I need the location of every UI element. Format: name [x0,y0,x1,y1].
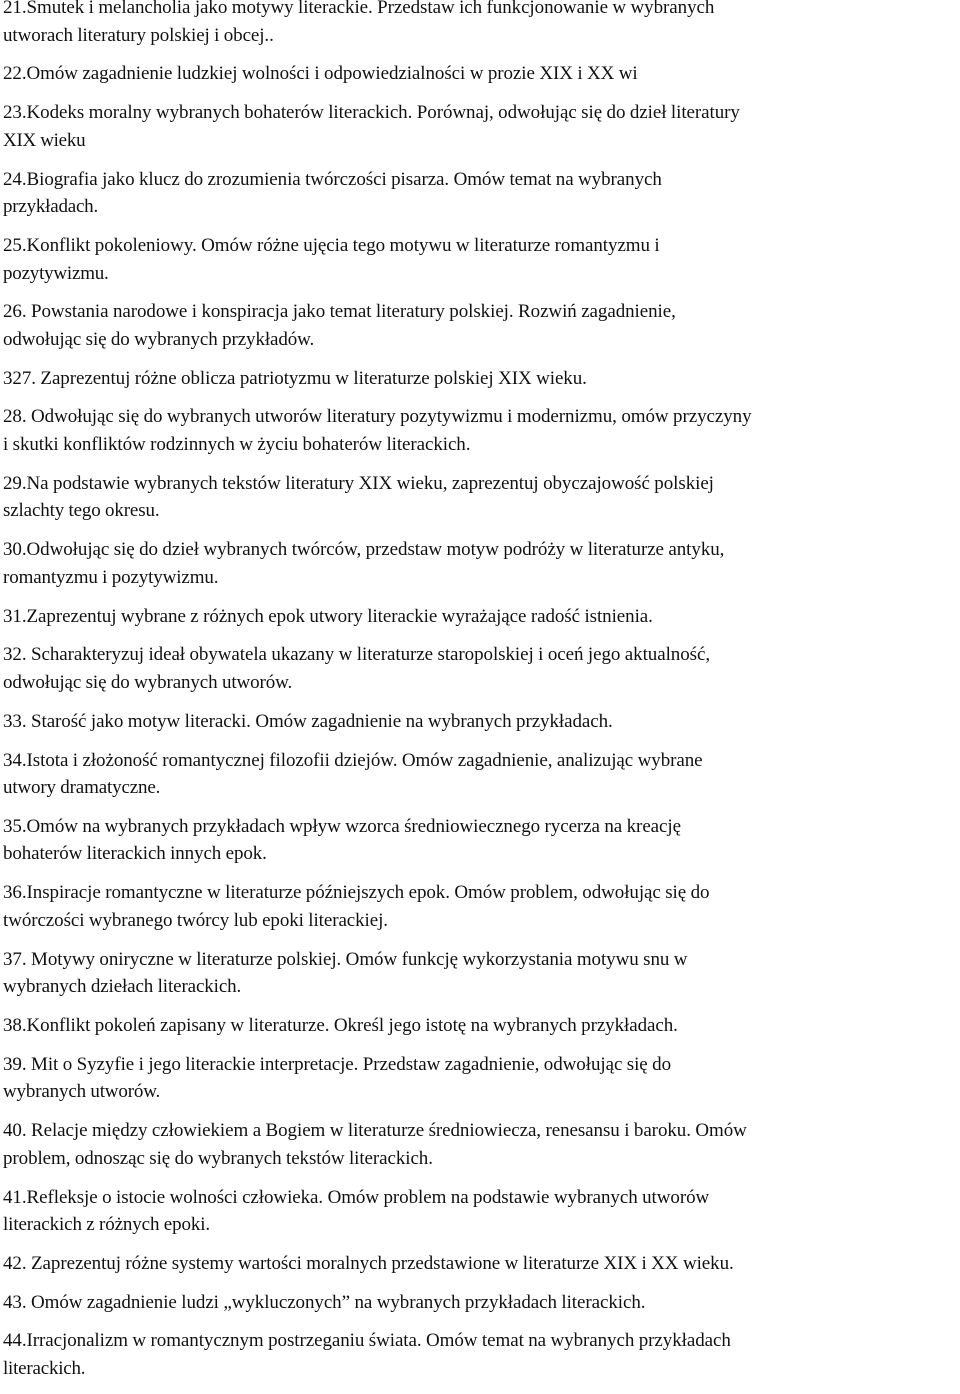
topic-text-line: przykładach. [3,196,98,218]
topic-text-line: literackich z różnych epoki. [3,1214,211,1236]
topic-item [3,403,960,458]
topic-text-line: szlachty tego okresu. [3,500,160,522]
topic-item [3,365,960,393]
topic-text-line: 34.Istota i złożoność romantycznej filozofii dziejów. Omów zagadnienie, analizując wybrane [3,749,703,771]
topic-item [3,1051,960,1106]
topic-text-line: romantyzmu i pozytywizmu. [3,566,219,588]
topic-text-line: 38.Konflikt pokoleń zapisany w literaturze. Określ jego istotę na wybranych przykładach. [3,1015,678,1036]
topic-text-line: 42. Zaprezentuj różne systemy wartości moralnych przedstawione w literaturze XIX i XX wieku. [3,1252,734,1274]
topic-text-line: 23.Kodeks moralny wybranych bohaterów literackich. Porównaj, odwołując się do dzieł literatury [3,102,740,124]
topic-text-line: i skutki konfliktów rodzinnych w życiu bohaterów literackich. [3,434,471,456]
topic-text-line: 43. Omów zagadnienie ludzi „wykluczonych” na wybranych przykładach literackich. [3,1291,646,1313]
topic-item [3,1289,960,1317]
topic-item [3,641,960,696]
topic-text-line: 40. Relacje między człowiekiem a Bogiem w literaturze średniowiecza, renesansu i baroku. Omów [3,1120,747,1142]
topic-text-line: 327. Zaprezentuj różne oblicza patriotyzmu w literaturze polskiej XIX wieku. [3,367,587,389]
topic-item [3,0,960,49]
topic-item [3,99,960,154]
topic-item [3,60,960,88]
topic-text-line: wybranych dziełach literackich. [3,976,242,998]
topic-text-line: problem, odnosząc się do wybranych tekstów literackich. [3,1147,433,1169]
topic-text-line: 26. Powstania narodowe i konspiracja jako temat literatury polskiej. Rozwiń zagadnienie, [3,301,676,323]
topic-text-line: wybranych utworów. [3,1081,161,1103]
topic-text-line: bohaterów literackich innych epok. [3,843,267,865]
topic-item [3,1184,960,1239]
topic-text-line: 30.Odwołując się do dzieł wybranych twórców, przedstaw motyw podróży w literaturze antyku, [3,539,725,561]
topic-text-line: XIX wieku [3,129,86,151]
topic-item [3,603,960,631]
topic-text-line: utworach literatury polskiej i obcej.. [3,24,274,46]
topic-text-line: twórczości wybranego twórcy lub epoki literackiej. [3,909,388,931]
topic-text-line: 28. Odwołując się do wybranych utworów literatury pozytywizmu i modernizmu, omów przyczyny [3,406,752,428]
topic-text-line: odwołując się do wybranych utworów. [3,671,293,693]
topic-item [3,747,960,802]
topic-item [3,536,960,591]
topic-text-line: 29.Na podstawie wybranych tekstów literatury XIX wieku, zaprezentuj obyczajowość polskiej [3,472,714,494]
topic-text-line: 44.Irracjonalizm w romantycznym postrzeganiu świata. Omów temat na wybranych przykładach [3,1330,731,1352]
topic-item [3,298,960,353]
topic-item [3,1250,960,1278]
topic-text-line: 41.Refleksje o istocie wolności człowieka. Omów problem na podstawie wybranych utworów [3,1186,710,1208]
topic-text-line: literackich. [3,1358,86,1380]
topic-text-line: utwory dramatyczne. [3,777,161,799]
topic-text-line: 39. Mit o Syzyfie i jego literackie interpretacje. Przedstaw zagadnienie, odwołując się do [3,1053,672,1075]
topic-text-line: 21.Smutek i melancholia jako motywy literackie. Przedstaw ich funkcjonowanie w wybranych [3,0,715,18]
topic-text-line: pozytywizmu. [3,262,109,284]
topic-item [3,1012,960,1040]
topic-item [3,1327,960,1382]
topic-item [3,232,960,287]
topic-text-line: 24.Biografia jako klucz do zrozumienia twórczości pisarza. Omów temat na wybranych [3,168,662,190]
topic-text-line: 32. Scharakteryzuj ideał obywatela ukazany w literaturze staropolskiej i oceń jego aktualność, [3,644,711,666]
topic-item [3,708,960,736]
topic-item [3,879,960,934]
topic-item [3,470,960,525]
topic-item [3,813,960,868]
topic-text-line: 35.Omów na wybranych przykładach wpływ wzorca średniowiecznego rycerza na kreację [3,815,681,837]
topic-text-line: 25.Konflikt pokoleniowy. Omów różne ujęcia tego motywu w literaturze romantyzmu i [3,234,660,256]
topic-item [3,166,960,221]
topic-text-line: 36.Inspiracje romantyczne w literaturze późniejszych epok. Omów problem, odwołując się do [3,882,710,904]
topic-item [3,946,960,1001]
topic-text-line: 31.Zaprezentuj wybrane z różnych epok utwory literackie wyrażające radość istnienia. [3,605,653,627]
topic-text-line: 33. Starość jako motyw literacki. Omów zagadnienie na wybranych przykładach. [3,710,613,732]
topic-text-line: 37. Motywy oniryczne w literaturze polskiej. Omów funkcję wykorzystania motywu snu w [3,948,688,970]
topic-item [3,1117,960,1172]
topic-text-line: odwołując się do wybranych przykładów. [3,328,315,350]
topic-text-line: 22.Omów zagadnienie ludzkiej wolności i odpowiedzialności w prozie XIX i XX wi [3,63,638,85]
